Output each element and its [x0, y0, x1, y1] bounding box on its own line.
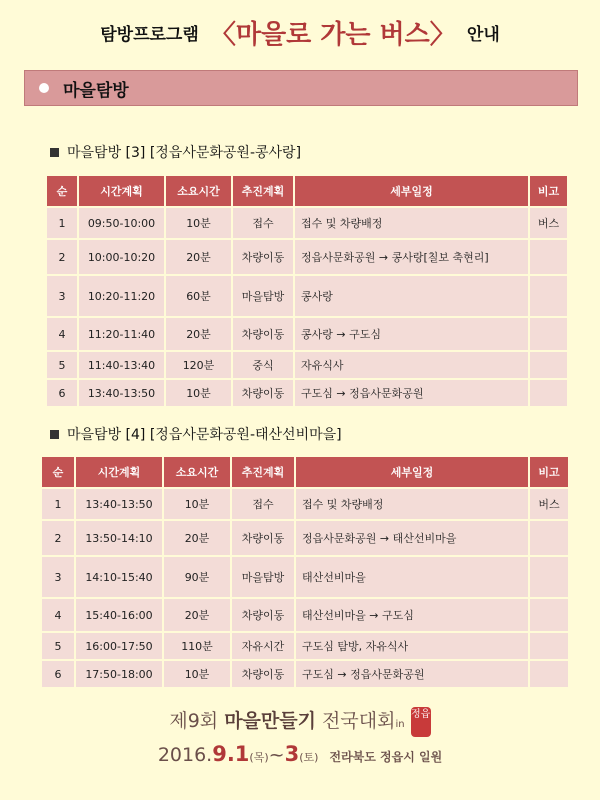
cell-detail: 접수 및 차량배정 [296, 489, 528, 519]
col-header: 추진계획 [232, 457, 294, 487]
event-end: 3 [284, 742, 300, 766]
cell-time: 10:00-10:20 [79, 240, 164, 274]
cell-detail: 구도심 → 정읍사문화공원 [295, 380, 528, 406]
cell-detail: 태산선비마을 [296, 557, 528, 597]
cell-note: 버스 [530, 208, 567, 238]
title-suffix: 안내 [466, 25, 500, 45]
cell-dur: 120분 [166, 352, 231, 378]
tour4-table [40, 455, 570, 689]
cell-dur: 10분 [166, 208, 231, 238]
page-title [0, 14, 600, 51]
title-prefix: 탐방프로그램 [100, 25, 199, 45]
cell-plan: 자유시간 [232, 633, 294, 659]
square-bullet-icon [50, 148, 59, 157]
cell-time: 17:50-18:00 [76, 661, 162, 687]
cell-no: 4 [47, 318, 77, 350]
cell-note: 버스 [530, 489, 568, 519]
cell-note [530, 240, 567, 274]
event-tilde: ~ [268, 744, 285, 766]
cell-plan: 차량이동 [233, 318, 293, 350]
event-date [0, 742, 600, 766]
cell-time: 15:40-16:00 [76, 599, 162, 631]
square-bullet-icon [50, 430, 59, 439]
table-row [42, 557, 568, 597]
event-title [0, 706, 600, 737]
table-row [42, 633, 568, 659]
jeongeup-seal-logo: 정읍 [411, 707, 431, 737]
cell-dur: 10분 [166, 380, 231, 406]
cell-time: 10:20-11:20 [79, 276, 164, 316]
table-row [47, 276, 567, 316]
table-row [47, 240, 567, 274]
table-row [42, 521, 568, 555]
cell-plan: 차량이동 [232, 599, 294, 631]
event-label: 전국대회 [322, 710, 396, 732]
table-row [47, 318, 567, 350]
event-year: 2016. [157, 744, 213, 766]
table-row [47, 352, 567, 378]
tour4-heading [50, 424, 342, 444]
col-header: 시간계획 [76, 457, 162, 487]
col-header: 추진계획 [233, 176, 293, 206]
cell-time: 11:40-13:40 [79, 352, 164, 378]
cell-dur: 90분 [164, 557, 230, 597]
event-location: 전라북도 정읍시 일원 [329, 750, 443, 764]
cell-no: 2 [47, 240, 77, 274]
cell-time: 13:50-14:10 [76, 521, 162, 555]
col-header: 비고 [530, 457, 568, 487]
cell-no: 3 [47, 276, 77, 316]
table-row [47, 208, 567, 238]
col-header: 세부일정 [295, 176, 528, 206]
col-header: 소요시간 [166, 176, 231, 206]
tour3-table [45, 174, 569, 408]
cell-note [530, 276, 567, 316]
bullet-dot-icon [39, 83, 49, 93]
tour3-heading [50, 142, 301, 162]
cell-dur: 20분 [166, 318, 231, 350]
cell-plan: 중식 [233, 352, 293, 378]
table-header-row [47, 176, 567, 206]
cell-time: 14:10-15:40 [76, 557, 162, 597]
cell-plan: 차량이동 [233, 380, 293, 406]
cell-detail: 구도심 → 정읍사문화공원 [296, 661, 528, 687]
cell-note [530, 599, 568, 631]
col-header: 순 [47, 176, 77, 206]
cell-note [530, 318, 567, 350]
cell-dur: 20분 [164, 521, 230, 555]
col-header: 비고 [530, 176, 567, 206]
cell-note [530, 661, 568, 687]
cell-detail: 콩사랑 [295, 276, 528, 316]
cell-time: 16:00-17:50 [76, 633, 162, 659]
col-header: 세부일정 [296, 457, 528, 487]
cell-note [530, 521, 568, 555]
cell-no: 4 [42, 599, 74, 631]
col-header: 시간계획 [79, 176, 164, 206]
event-edition: 제9회 [169, 710, 219, 732]
event-start: 9.1 [212, 742, 250, 766]
section-header [24, 70, 578, 106]
table-row [42, 599, 568, 631]
cell-detail: 정읍사문화공원 → 콩사랑[칠보 축현리] [295, 240, 528, 274]
cell-time: 13:40-13:50 [76, 489, 162, 519]
cell-plan: 차량이동 [232, 661, 294, 687]
cell-detail: 자유식사 [295, 352, 528, 378]
cell-detail: 정읍사문화공원 → 태산선비마을 [296, 521, 528, 555]
tour3-title: 마을탐방 [3] [정읍사문화공원-콩사랑] [67, 145, 302, 161]
cell-no: 3 [42, 557, 74, 597]
cell-time: 13:40-13:50 [79, 380, 164, 406]
cell-no: 5 [47, 352, 77, 378]
table-row [42, 489, 568, 519]
table-header-row [42, 457, 568, 487]
event-end-day: (토) [299, 751, 319, 764]
event-name: 마을만들기 [224, 710, 316, 732]
cell-dur: 60분 [166, 276, 231, 316]
cell-dur: 10분 [164, 661, 230, 687]
cell-dur: 110분 [164, 633, 230, 659]
cell-no: 2 [42, 521, 74, 555]
cell-note [530, 352, 567, 378]
cell-no: 1 [42, 489, 74, 519]
cell-dur: 10분 [164, 489, 230, 519]
cell-no: 6 [42, 661, 74, 687]
cell-note [530, 633, 568, 659]
col-header: 소요시간 [164, 457, 230, 487]
cell-time: 09:50-10:00 [79, 208, 164, 238]
event-start-day: (목) [249, 751, 269, 764]
cell-detail: 콩사랑 → 구도심 [295, 318, 528, 350]
cell-detail: 태산선비마을 → 구도심 [296, 599, 528, 631]
event-in: in [395, 719, 405, 730]
cell-note [530, 557, 568, 597]
cell-time: 11:20-11:40 [79, 318, 164, 350]
table-row [42, 661, 568, 687]
tour4-title: 마을탐방 [4] [정읍사문화공원-태산선비마을] [67, 427, 342, 443]
cell-note [530, 380, 567, 406]
col-header: 순 [42, 457, 74, 487]
cell-detail: 구도심 탐방, 자유식사 [296, 633, 528, 659]
cell-dur: 20분 [164, 599, 230, 631]
cell-plan: 마을탐방 [232, 557, 294, 597]
cell-plan: 접수 [233, 208, 293, 238]
title-main: 〈마을로 가는 버스〉 [209, 20, 456, 50]
cell-no: 1 [47, 208, 77, 238]
cell-plan: 마을탐방 [233, 276, 293, 316]
cell-plan: 차량이동 [232, 521, 294, 555]
cell-no: 6 [47, 380, 77, 406]
cell-plan: 차량이동 [233, 240, 293, 274]
section-label: 마을탐방 [63, 80, 129, 101]
cell-detail: 접수 및 차량배정 [295, 208, 528, 238]
cell-plan: 접수 [232, 489, 294, 519]
table-row [47, 380, 567, 406]
cell-no: 5 [42, 633, 74, 659]
cell-dur: 20분 [166, 240, 231, 274]
